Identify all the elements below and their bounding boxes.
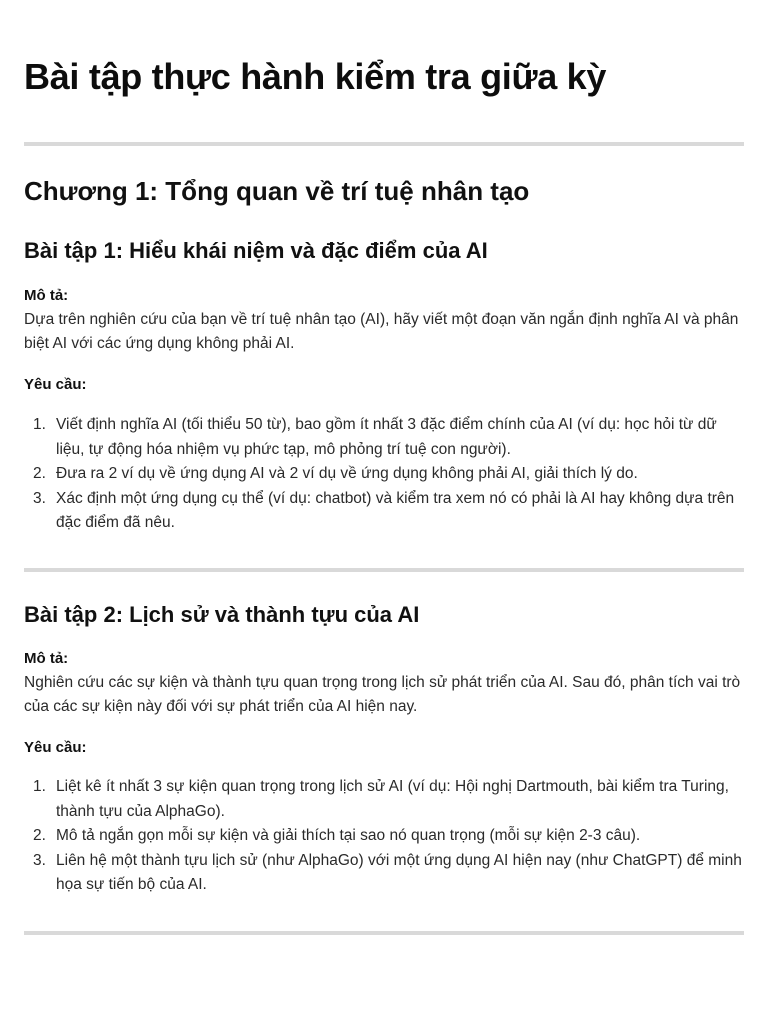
description-label: Mô tả: — [24, 287, 69, 304]
requirements-label: Yêu cầu: — [24, 739, 87, 756]
exercise-title: Bài tập 2: Lịch sử và thành tựu của AI — [24, 602, 420, 627]
divider — [24, 931, 744, 935]
list-number: 2. — [33, 827, 46, 844]
list-number: 3. — [33, 851, 46, 869]
description-label: Mô tả: — [24, 650, 69, 667]
chapter-heading: Chương 1: Tổng quan về trí tuệ nhân tạo — [24, 176, 530, 206]
list-item — [24, 413, 744, 462]
description-text: Nghiên cứu các sự kiện và thành tựu quan trọng trong lịch sử phát triển của AI. Sau đó, phân tích vai trò của các sự kiện này đối với sự phát triển của AI hiện nay. — [24, 674, 741, 715]
list-number: 1. — [33, 778, 46, 795]
requirements-label: Yêu cầu: — [24, 376, 87, 393]
list-number: 2. — [33, 465, 46, 482]
list-item-text: Đưa ra 2 ví dụ về ứng dụng AI và 2 ví dụ về ứng dụng không phải AI, giải thích lý do. — [56, 465, 638, 482]
divider — [24, 142, 744, 146]
divider — [24, 568, 744, 572]
list-item — [24, 462, 744, 487]
document-title: Bài tập thực hành kiểm tra giữa kỳ — [24, 56, 607, 97]
list-item-text: Liệt kê ít nhất 3 sự kiện quan trọng trong lịch sử AI (ví dụ: Hội nghị Dartmouth, bài kiểm tra Turing, thành tựu của AlphaGo). — [56, 778, 729, 820]
list-item — [24, 487, 744, 536]
list-item-text: Xác định một ứng dụng cụ thể (ví dụ: chatbot) và kiểm tra xem nó có phải là AI hay không dựa trên đặc điểm đã nêu. — [56, 489, 735, 531]
list-item-text: Liên hệ một thành tựu lịch sử (như AlphaGo) với một ứng dụng AI hiện nay (như ChatGPT) để minh họa sự tiến bộ của AI. — [56, 851, 742, 893]
exercise-title: Bài tập 1: Hiểu khái niệm và đặc điểm của AI — [24, 238, 488, 263]
list-number: 1. — [33, 416, 46, 433]
list-item-text: Viết định nghĩa AI (tối thiểu 50 từ), bao gồm ít nhất 3 đặc điểm chính của AI (ví dụ: học hỏi từ dữ liệu, tự động hóa nhiệm vụ phức tạp, mô phỏng trí tuệ con người). — [56, 416, 717, 458]
list-item — [24, 824, 744, 849]
requirements-list — [24, 413, 744, 536]
list-item-text: Mô tả ngắn gọn mỗi sự kiện và giải thích tại sao nó quan trọng (mỗi sự kiện 2-3 câu). — [56, 827, 641, 844]
list-number: 3. — [33, 489, 46, 507]
requirements-list — [24, 775, 744, 898]
list-item — [24, 849, 744, 898]
description-text: Dựa trên nghiên cứu của bạn về trí tuệ nhân tạo (AI), hãy viết một đoạn văn ngắn định nghĩa AI và phân biệt AI với các ứng dụng không phải AI. — [24, 311, 739, 352]
list-item — [24, 775, 744, 824]
